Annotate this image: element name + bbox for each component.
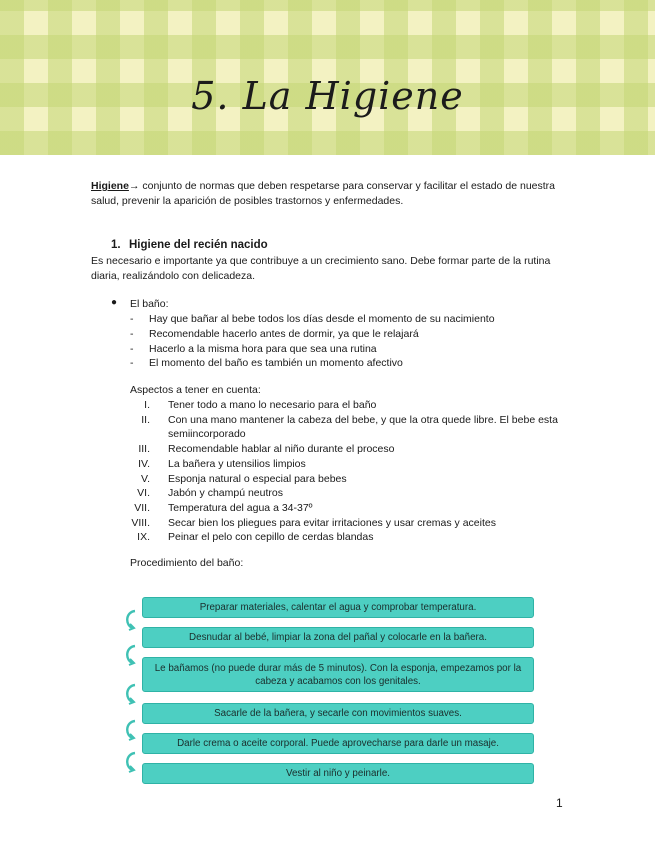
page-title: 5. La Higiene bbox=[191, 74, 464, 118]
list-item: VI. Jabón y champú neutros bbox=[137, 487, 283, 500]
list-item: VIII. Secar bien los pliegues para evitar irritaciones y usar cremas y aceites bbox=[131, 516, 496, 529]
procedure-step: Darle crema o aceite corporal. Puede aprovecharse para darle un masaje. bbox=[142, 733, 534, 754]
intro-term: Higiene bbox=[91, 180, 129, 192]
section-heading bbox=[111, 239, 268, 251]
aspects-list bbox=[130, 398, 570, 545]
intro-paragraph bbox=[91, 179, 566, 209]
curved-arrow-icon bbox=[123, 683, 137, 705]
procedure-step: Sacarle de la bañera, y secarle con movimientos suaves. bbox=[142, 703, 534, 724]
arrow-icon: → bbox=[128, 180, 140, 192]
curved-arrow-icon bbox=[123, 751, 137, 773]
aspects-label: Aspectos a tener en cuenta: bbox=[130, 384, 261, 396]
list-item: VII. Temperatura del agua a 34-37º bbox=[134, 501, 313, 514]
curved-arrow-icon bbox=[123, 644, 137, 666]
list-item: V. Esponja natural o especial para bebes bbox=[141, 472, 347, 485]
list-item: III. Recomendable hablar al niño durante el proceso bbox=[138, 443, 395, 456]
list-item: - Hacerlo a la misma hora para que sea una rutina bbox=[130, 342, 377, 355]
intro-definition: conjunto de normas que deben respetarse para conservar y facilitar el estado de nuestra salud, prevenir la aparición de posibles trastornos y enfermedades. bbox=[91, 180, 556, 207]
section-title: Higiene del recién nacido bbox=[129, 239, 268, 251]
bath-label: El baño: bbox=[130, 298, 169, 310]
bullet-dot-icon: ● bbox=[111, 297, 118, 308]
procedure-step: Vestir al niño y peinarle. bbox=[142, 763, 534, 784]
list-item: - El momento del baño es también un momento afectivo bbox=[130, 357, 403, 370]
procedure-step: Le bañamos (no puede durar más de 5 minutos). Con la esponja, empezamos por la cabeza y acabamos con los genitales. bbox=[142, 657, 534, 692]
list-item: I. Tener todo a mano lo necesario para el baño bbox=[144, 399, 377, 411]
procedure-diagram bbox=[115, 596, 545, 786]
page-number: 1 bbox=[556, 796, 563, 810]
bath-dash-list bbox=[130, 312, 560, 371]
list-item: II. Con una mano mantener la cabeza del bebe, y que la otra quede libre. El bebe esta semiincorporado bbox=[141, 413, 558, 441]
procedure-step: Desnudar al bebé, limpiar la zona del pañal y colocarle en la bañera. bbox=[142, 627, 534, 648]
procedure-step: Preparar materiales, calentar el agua y comprobar temperatura. bbox=[142, 597, 534, 618]
list-item: IV. La bañera y utensilios limpios bbox=[138, 457, 306, 470]
procedure-label: Procedimiento del baño: bbox=[130, 557, 244, 569]
section-number: 1. bbox=[111, 239, 121, 251]
list-item: IX. Peinar el pelo con cepillo de cerdas blandas bbox=[137, 531, 374, 544]
curved-arrow-icon bbox=[123, 719, 137, 741]
list-item: - Hay que bañar al bebe todos los días desde el momento de su nacimiento bbox=[130, 313, 495, 325]
curved-arrow-icon bbox=[123, 609, 137, 631]
list-item: - Recomendable hacerlo antes de dormir, ya que le relajará bbox=[130, 327, 419, 340]
section-body: Es necesario e importante ya que contribuye a un crecimiento sano. Debe formar parte de la rutina diaria, realizándolo con delicadeza. bbox=[91, 255, 551, 282]
